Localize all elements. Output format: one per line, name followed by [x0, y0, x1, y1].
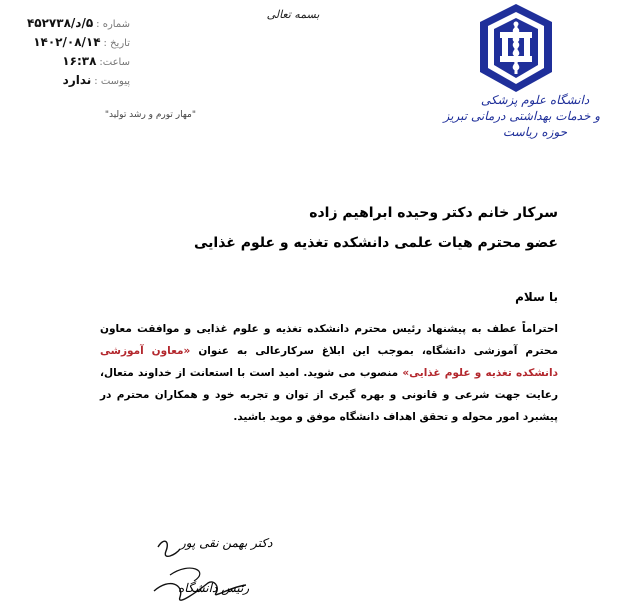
logo-line: حوزه ریاست [502, 125, 568, 139]
signatory-name: دکتر بهمن نقی پور [180, 536, 273, 550]
recipient-title: عضو محترم هیات علمی دانشکده تغذیه و علوم غذایی [193, 235, 558, 251]
recipient-name: سرکار خانم دکتر وحیده ابراهیم زاده [309, 205, 558, 221]
university-name [443, 92, 600, 140]
meta-number [26, 16, 130, 35]
appointment-title: «معاون آموزشی دانشکده تغذیه و علوم غذایی» [100, 345, 558, 379]
logo-line: و خدمات بهداشتی درمانی تبریز [443, 109, 600, 123]
letter-body [100, 318, 558, 428]
basmala: بسمه تعالی [266, 8, 320, 21]
meta-attachment [30, 73, 130, 92]
meta-date [30, 35, 130, 54]
meta-label: تاریخ : [103, 38, 130, 49]
meta-label: پیوست : [94, 76, 130, 87]
logo-line: دانشگاه علوم پزشکی [480, 93, 590, 107]
meta-value: ۱۶:۳۸ [62, 54, 97, 68]
meta-label: ساعت: [99, 57, 130, 68]
body-text-part: احتراماً عطف به پیشنهاد رئیس محترم دانشکده تغذیه و علوم غذایی و موافقت معاون محترم آموزشی دانشگاه، بموجب این ابلاغ سرکارعالی به عنوان [100, 323, 558, 357]
letter-meta [26, 16, 130, 92]
body-text-part: منصوب می شوید. امید است با استعانت از خداوند متعال، رعایت جهت شرعی و قانونی و بهره گیری از توان و تجربه خود و همکاران محترم در پیشبرد امور محوله و تحقق اهداف دانشگاه موفق و موید باشید. [100, 367, 558, 423]
recipient-block [194, 203, 558, 253]
greeting: با سلام [515, 290, 558, 304]
meta-value: ۱۴۰۲/۰۸/۱۴ [33, 35, 101, 49]
annual-slogan: "مهار تورم و رشد تولید" [104, 110, 196, 120]
meta-value: ۵/د/۴۵۲۷۳۸ [26, 16, 94, 30]
signatory-role: رئیس دانشگاه [178, 581, 250, 595]
meta-label: شماره : [96, 19, 130, 30]
meta-time [30, 54, 130, 73]
university-emblem-icon [478, 2, 554, 94]
meta-value: ندارد [62, 73, 92, 87]
